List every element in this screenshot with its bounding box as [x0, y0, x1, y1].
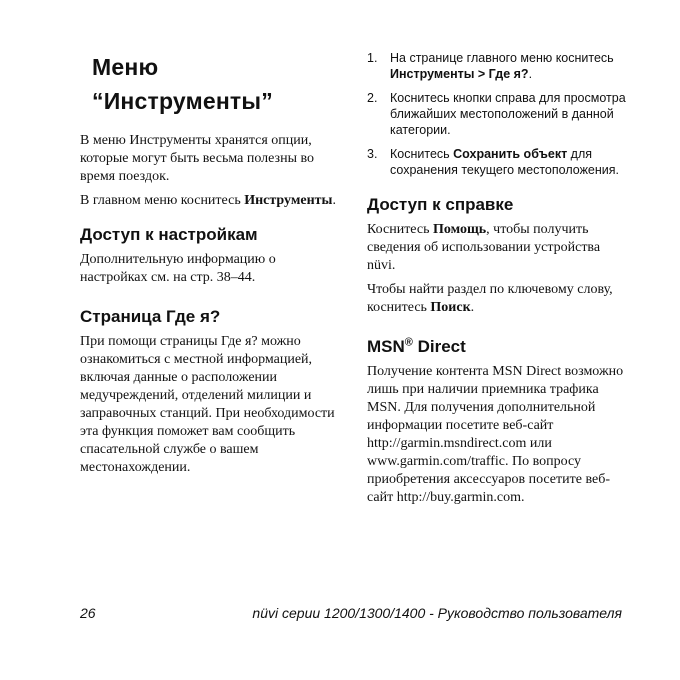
msn-heading [367, 336, 629, 358]
help-suffix: , чтобы получить сведения об использовании устройства nüvi. [367, 222, 601, 273]
search-bold: Поиск [430, 300, 471, 315]
main-menu-instruction [80, 192, 342, 210]
footer-document-title: nüvi серии 1200/1300/1400 - Руководство пользователя [252, 605, 622, 621]
step-item [367, 50, 629, 82]
settings-heading: Доступ к настройкам [80, 225, 258, 244]
intro-paragraph: В меню Инструменты хранятся опции, которые могут быть весьма полезны во время поездок. [80, 133, 315, 184]
search-paragraph [367, 281, 629, 317]
step-bold: Инструменты > Где я? [390, 67, 529, 81]
step-prefix: На странице главного меню коснитесь [390, 51, 614, 65]
registered-mark: ® [404, 336, 413, 349]
page-number: 26 [80, 605, 96, 621]
steps-list [367, 50, 629, 178]
step-item [367, 146, 629, 178]
step-number: 2. [367, 91, 378, 105]
settings-paragraph: Дополнительную информацию о настройках см. на стр. 38–44. [80, 252, 276, 285]
help-prefix: Коснитесь [367, 222, 433, 237]
main-menu-bold: Инструменты [244, 193, 333, 208]
main-menu-suffix: . [332, 193, 336, 208]
search-prefix: Чтобы найти раздел по ключевому слову, коснитесь [367, 282, 613, 315]
page-title: Меню “Инструменты” [92, 54, 273, 114]
msn-paragraph: Получение контента MSN Direct возможно лишь при наличии приемника трафика MSN. Для получения дополнительной информации посетите веб-сайт http://garmin.msndirect.com или www.garmin.com/traffic. По вопросу приобретения аксессуаров посетите веб-сайт http://buy.garmin.com. [367, 364, 624, 505]
msn-heading-main: MSN [367, 337, 405, 356]
help-bold: Помощь [432, 222, 487, 237]
step-suffix: . [528, 67, 533, 81]
step-number: 3. [367, 147, 378, 161]
left-column [80, 50, 342, 483]
search-suffix: . [470, 300, 475, 315]
step-number: 1. [367, 51, 378, 65]
msn-heading-rest: Direct [412, 337, 466, 356]
step-suffix: для сохранения текущего местоположения. [390, 147, 620, 177]
main-menu-prefix: В главном меню коснитесь [80, 193, 245, 208]
whereami-heading: Страница Где я? [80, 307, 221, 326]
help-paragraph [367, 221, 629, 275]
step-bold: Сохранить объект [453, 147, 568, 161]
whereami-paragraph: При помощи страницы Где я? можно ознакомиться с местной информацией, включая данные о расположении медучреждений, отделений милиции и заправочных станций. При необходимости эта функция поможет вам сообщить спасательной службе о вашем местонахождении. [80, 334, 335, 475]
step-prefix: Коснитесь кнопки справа для просмотра ближайших местоположений в данной категории. [390, 91, 626, 137]
help-heading: Доступ к справке [367, 195, 514, 214]
right-column [367, 50, 629, 513]
step-item [367, 90, 629, 138]
step-prefix: Коснитесь [390, 147, 454, 161]
